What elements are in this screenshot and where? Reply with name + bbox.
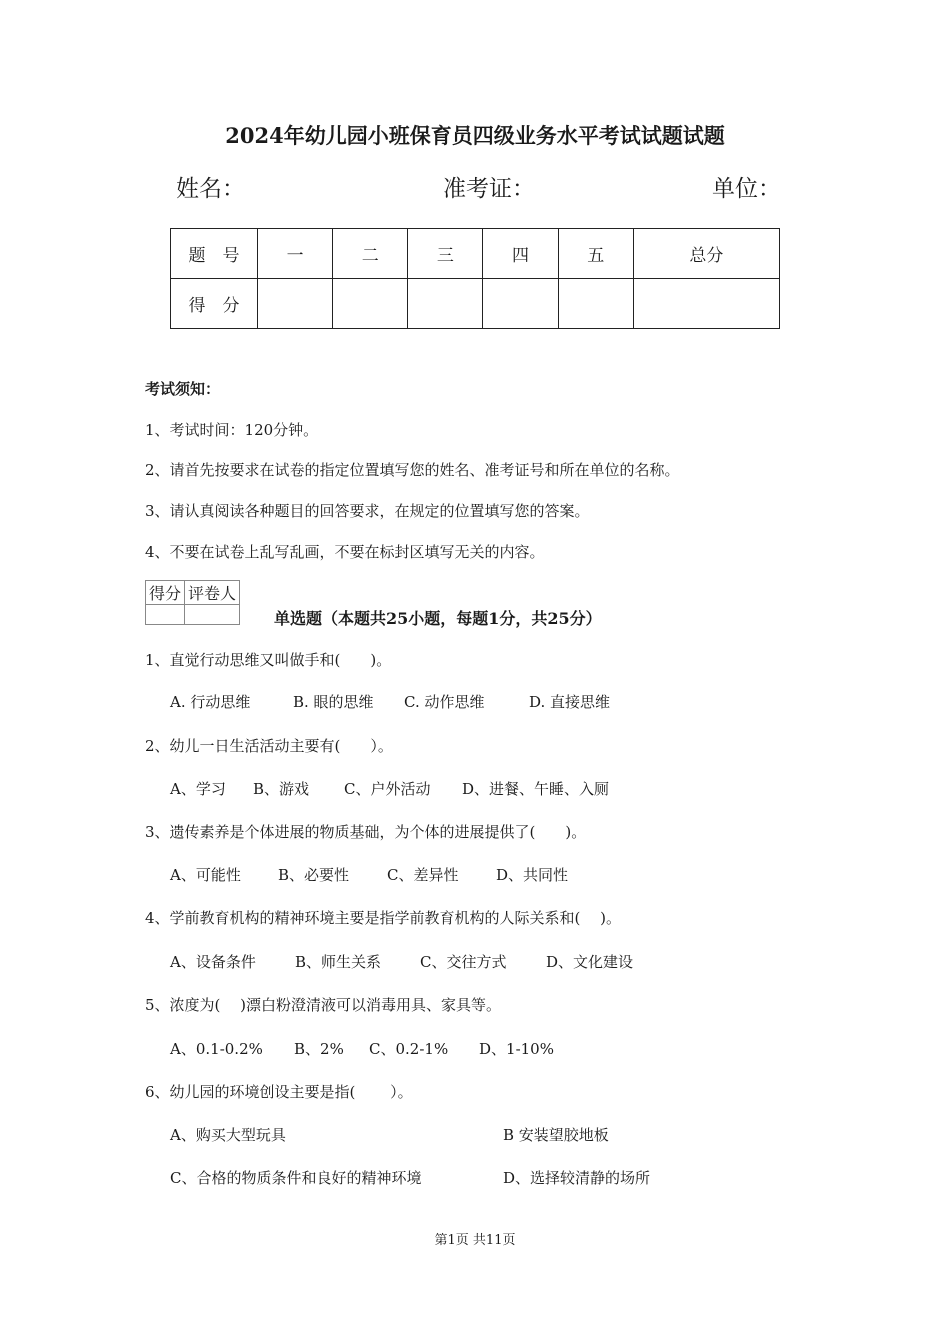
question-option: B、2% xyxy=(294,1040,344,1058)
unit-label: 单位： xyxy=(712,176,781,202)
question-option: C、户外活动 xyxy=(344,780,431,798)
question-option: A、0.1-0.2% xyxy=(170,1040,263,1058)
score-cell xyxy=(633,279,779,329)
question-option: B、游戏 xyxy=(253,780,310,798)
question-option: B 安装望胶地板 xyxy=(503,1126,609,1144)
score-header-cell: 题 号 xyxy=(171,229,258,279)
exam-title: 2024年幼儿园小班保育员四级业务水平考试试题试题 xyxy=(225,123,725,148)
question-stem: 2、幼儿一日生活活动主要有( ）。 xyxy=(145,737,393,755)
question-option: C、0.2-1% xyxy=(369,1040,449,1058)
notice-item: 2、请首先按要求在试卷的指定位置填写您的姓名、准考证号和所在单位的名称。 xyxy=(145,461,680,479)
question-option: C、合格的物质条件和良好的精神环境 xyxy=(170,1169,422,1187)
question-option: B、师生关系 xyxy=(295,953,382,971)
question-stem: 3、遗传素养是个体进展的物质基础，为个体的进展提供了( )。 xyxy=(145,823,587,841)
notice-item: 4、不要在试卷上乱写乱画，不要在标封区填写无关的内容。 xyxy=(145,543,545,561)
score-table xyxy=(170,228,780,329)
name-label: 姓名： xyxy=(176,176,245,202)
score-cell xyxy=(258,279,333,329)
question-stem: 5、浓度为( )漂白粉澄清液可以消毒用具、家具等。 xyxy=(145,996,502,1014)
score-header-cell: 四 xyxy=(483,229,558,279)
question-option: D、进餐、午睡、入厕 xyxy=(462,780,610,798)
score-cell xyxy=(558,279,633,329)
score-table-score-row xyxy=(171,279,780,329)
score-row-label: 得 分 xyxy=(171,279,258,329)
score-cell xyxy=(483,279,558,329)
score-cell xyxy=(333,279,408,329)
score-header-cell: 总分 xyxy=(633,229,779,279)
score-header-cell: 三 xyxy=(408,229,483,279)
question-option: A、购买大型玩具 xyxy=(170,1126,286,1144)
score-header-cell: 一 xyxy=(258,229,333,279)
question-option: D、文化建设 xyxy=(546,953,634,971)
exam-id-label: 准考证： xyxy=(443,176,535,202)
question-option: D、1-10% xyxy=(479,1040,554,1058)
section-heading: 单选题（本题共25小题，每题1分，共25分） xyxy=(274,609,602,628)
question-option: C、交往方式 xyxy=(420,953,507,971)
notice-item: 1、考试时间：120分钟。 xyxy=(145,421,319,439)
question-option: B、必要性 xyxy=(278,866,350,884)
question-option: D. 直接思维 xyxy=(529,693,611,711)
notice-item: 3、请认真阅读各种题目的回答要求，在规定的位置填写您的答案。 xyxy=(145,502,590,520)
grader-score-cell xyxy=(146,605,185,625)
question-option: A. 行动思维 xyxy=(170,693,251,711)
notice-heading: 考试须知： xyxy=(145,380,221,398)
score-header-cell: 二 xyxy=(333,229,408,279)
question-option: C、差异性 xyxy=(387,866,459,884)
score-header-cell: 五 xyxy=(558,229,633,279)
question-option: A、学习 xyxy=(170,780,226,798)
score-table-header-row xyxy=(171,229,780,279)
grader-box xyxy=(145,580,240,625)
question-option: A、设备条件 xyxy=(170,953,256,971)
question-option: B. 眼的思维 xyxy=(293,693,374,711)
grader-score-label: 得分 xyxy=(146,581,185,605)
question-option: A、可能性 xyxy=(170,866,241,884)
question-stem: 6、幼儿园的环境创设主要是指( ）。 xyxy=(145,1083,413,1101)
question-option: D、选择较清静的场所 xyxy=(503,1169,651,1187)
question-stem: 4、学前教育机构的精神环境主要是指学前教育机构的人际关系和( )。 xyxy=(145,909,622,927)
grader-reviewer-cell xyxy=(185,605,240,625)
page-footer: 第1页 共11页 xyxy=(434,1233,516,1248)
question-option: C. 动作思维 xyxy=(404,693,485,711)
score-cell xyxy=(408,279,483,329)
grader-reviewer-label: 评卷人 xyxy=(185,581,240,605)
question-option: D、共同性 xyxy=(496,866,569,884)
question-stem: 1、直觉行动思维又叫做手和( )。 xyxy=(145,651,392,669)
